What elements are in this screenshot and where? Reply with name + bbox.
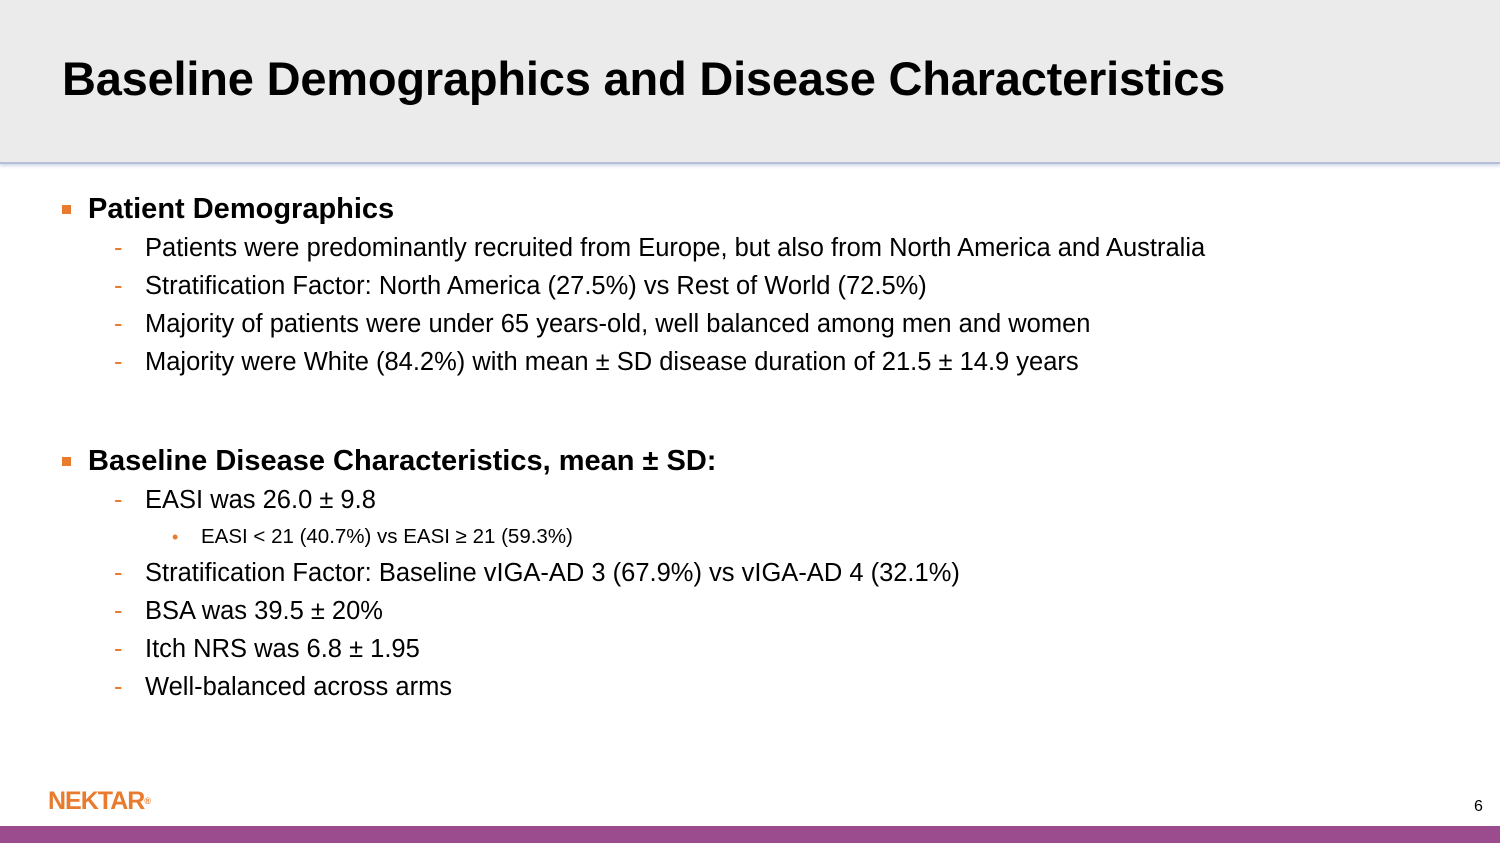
list-item: - Itch NRS was 6.8 ± 1.95 <box>114 635 420 663</box>
dash-bullet-icon: - <box>114 559 123 587</box>
dash-bullet-icon: - <box>114 348 123 376</box>
list-item: - Majority were White (84.2%) with mean ± SD disease duration of 21.5 ± 14.9 years <box>114 348 1079 376</box>
dash-bullet-icon: - <box>114 597 123 625</box>
list-item: - Stratification Factor: North America (27.5%) vs Rest of World (72.5%) <box>114 272 927 300</box>
section-heading-demographics: Patient Demographics <box>88 191 394 227</box>
footer-bar <box>0 826 1500 843</box>
slide-header <box>0 0 1500 164</box>
list-item: - Stratification Factor: Baseline vIGA-AD 3 (67.9%) vs vIGA-AD 4 (32.1%) <box>114 559 960 587</box>
dash-bullet-icon: - <box>114 635 123 663</box>
list-item: - Well-balanced across arms <box>114 673 453 701</box>
square-bullet-icon <box>62 457 71 466</box>
dash-bullet-icon: - <box>114 272 123 300</box>
list-item: - Patients were predominantly recruited from Europe, but also from North America and Australia <box>114 234 1206 262</box>
dot-bullet-icon: • <box>172 527 179 547</box>
company-logo: NEKTAR® <box>48 787 151 815</box>
dash-bullet-icon: - <box>114 234 123 262</box>
list-item: - Majority of patients were under 65 years-old, well balanced among men and women <box>114 310 1091 338</box>
dash-bullet-icon: - <box>114 486 123 514</box>
section-heading-disease-characteristics: Baseline Disease Characteristics, mean ± SD: <box>88 443 716 479</box>
dash-bullet-icon: - <box>114 310 123 338</box>
dash-bullet-icon: - <box>114 673 123 701</box>
sub-list-item: • EASI < 21 (40.7%) vs EASI ≥ 21 (59.3%) <box>172 525 573 548</box>
list-item: - BSA was 39.5 ± 20% <box>114 597 383 625</box>
square-bullet-icon <box>62 205 71 214</box>
page-number: 6 <box>1474 798 1483 815</box>
slide-title: Baseline Demographics and Disease Characteristics <box>62 52 1226 105</box>
list-item: - EASI was 26.0 ± 9.8 <box>114 486 376 514</box>
